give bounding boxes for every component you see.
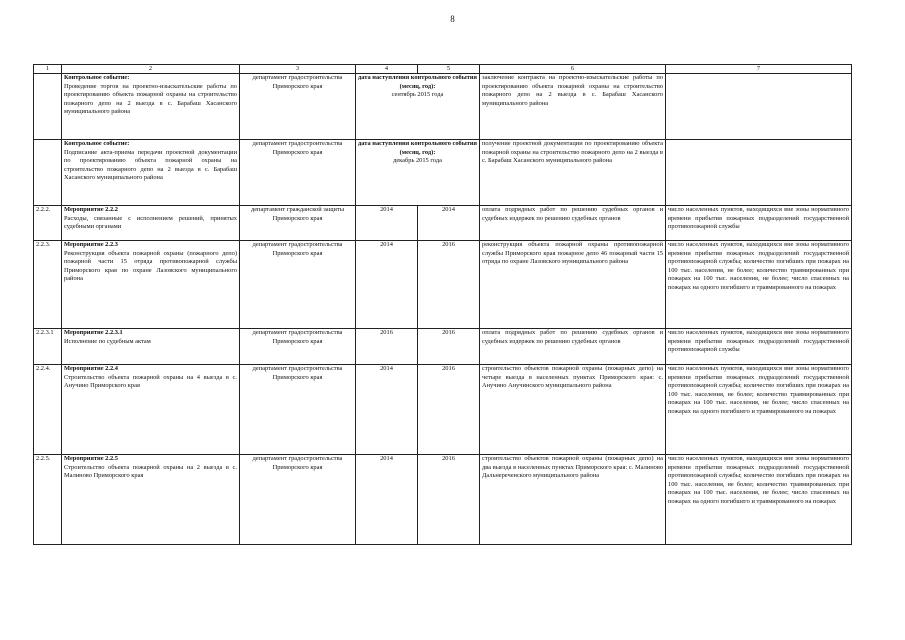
header-col-5: 5: [418, 65, 480, 74]
responsible-dept: департамент гражданской защиты Приморского края: [240, 206, 356, 241]
header-row: [34, 65, 852, 74]
expected-result: получение проектной документации по проектированию объекта пожарной охраны на строительство пожарного депо на 2 выезда в с. Барабаш Хасанского муниципального района: [480, 140, 666, 206]
activity-text: Исполнение по судебным актам: [64, 337, 151, 345]
activity-row: [34, 365, 852, 455]
event-text: Проведение торгов на проектно-изыскательские работы по проектированию объекта пожарной охраны на строительство пожарного депо на 2 выезда в с. Барабаш Хасанского муниципального района: [64, 82, 237, 116]
responsible-dept: департамент градостроительства Приморского края: [240, 140, 356, 206]
event-title: Контрольное событие:: [64, 74, 130, 81]
responsible-dept: департамент градостроительства Приморского края: [240, 241, 356, 329]
activity-description: [62, 455, 240, 545]
control-event-row: [34, 140, 852, 206]
activity-description: [62, 365, 240, 455]
expected-result: оплата подрядных работ по решению судебных органов и судебных издержек по решению судебных органов: [480, 329, 666, 365]
activity-text: Строительство объекта пожарной охраны на 2 выезда в с. Малиново Приморского края: [64, 463, 237, 480]
expected-result: строительство объектов пожарной охраны (пожарных депо) на два выезда в населенных пунктах Приморского края: с. Малиново Дальнереченского муниципального района: [480, 455, 666, 545]
page-number: 8: [450, 14, 455, 24]
header-col-1: 1: [34, 65, 62, 74]
start-year: 2014: [356, 455, 418, 545]
start-year: 2014: [356, 365, 418, 455]
responsible-dept: департамент градостроительства Приморского края: [240, 329, 356, 365]
expected-result: оплата подрядных работ по решению судебных органов и судебных издержек по решению судебных органов: [480, 206, 666, 241]
responsible-dept: департамент градостроительства Приморского края: [240, 74, 356, 140]
end-year: 2016: [418, 455, 480, 545]
expected-result: строительство объектов пожарной охраны (пожарных депо) на четыре выезда в населенных пунктах Приморского края: с. Анучино Анучинского муниципального района: [480, 365, 666, 455]
event-date: [356, 140, 480, 206]
indicator: число населенных пунктов, находящихся вне зоны нормативного времени прибытия пожарных подразделений государственной противопожарной службы; количество погибших при пожарах на 100 тыс. населения, не более; количество травмированных при пожарах на 100 тыс. населения, не более; число спасенных на пожарах на одного погибшего и травмированного на пожарах: [666, 241, 852, 329]
event-date: [356, 74, 480, 140]
row-number: [34, 74, 62, 140]
responsible-dept: департамент градостроительства Приморского края: [240, 455, 356, 545]
start-year: 2016: [356, 329, 418, 365]
activity-row: [34, 329, 852, 365]
event-description: [62, 140, 240, 206]
date-value: сентябрь 2015 года: [391, 91, 444, 99]
activity-row: [34, 206, 852, 241]
indicator: число населенных пунктов, находящихся вне зоны нормативного времени прибытия пожарных подразделений государственной противопожарной службы; количество погибших при пожарах на 100 тыс. населения, не более; количество травмированных при пожарах на 100 тыс. населения, не более; число спасенных на пожарах на одного погибшего и травмированного на пожарах: [666, 365, 852, 455]
header-col-3: 3: [240, 65, 356, 74]
end-year: 2014: [418, 206, 480, 241]
expected-result: реконструкция объекта пожарной охраны противопожарной службы Приморского края пожарное депо 46 пожарный части 15 отряда по охране Лазовского муниципального района: [480, 241, 666, 329]
event-title: Контрольное событие:: [64, 140, 130, 147]
activity-text: Строительство объекта пожарной охраны на 4 выезда в с. Анучино Приморского края: [64, 373, 237, 390]
indicator: [666, 140, 852, 206]
indicator: число населенных пунктов, находящихся вне зоны нормативного времени прибытия пожарных подразделений государственной противопожарной службы; количество погибших при пожарах на 100 тыс. населения, не более; количество травмированных при пожарах на 100 тыс. населения, не более; число спасенных на пожарах на одного погибшего и травмированного на пожарах: [666, 455, 852, 545]
end-year: 2016: [418, 365, 480, 455]
header-col-2: 2: [62, 65, 240, 74]
control-event-row: [34, 74, 852, 140]
activity-title: Мероприятие 2.2.4: [64, 365, 118, 372]
row-number: 2.2.4.: [34, 365, 62, 455]
activity-title: Мероприятие 2.2.2: [64, 206, 118, 213]
activity-title: Мероприятие 2.2.3.1: [64, 329, 123, 336]
row-number: 2.2.2.: [34, 206, 62, 241]
responsible-dept: департамент градостроительства Приморского края: [240, 365, 356, 455]
header-col-4: 4: [356, 65, 418, 74]
row-number: 2.2.3.: [34, 241, 62, 329]
activity-text: Реконструкция объекта пожарной охраны (пожарного депо) пожарной части 15 отряда противопожарной службы Приморского края по охране Лазовского муниципального района: [64, 249, 237, 283]
start-year: 2014: [356, 241, 418, 329]
activity-description: [62, 206, 240, 241]
row-number: 2.2.5.: [34, 455, 62, 545]
activity-row: [34, 241, 852, 329]
indicator: [666, 74, 852, 140]
date-label: дата наступления контрольного события (месяц, год):: [358, 140, 477, 156]
header-col-7: 7: [666, 65, 852, 74]
indicator: число населенных пунктов, находящихся вне зоны нормативного времени прибытия пожарных подразделений государственной противопожарной службы: [666, 206, 852, 241]
header-col-6: 6: [480, 65, 666, 74]
indicator: число населенных пунктов, находящихся вне зоны нормативного времени прибытия пожарных подразделений государственной противопожарной службы: [666, 329, 852, 365]
program-table: [33, 64, 852, 545]
activity-text: Расходы, связанные с исполнением решений, принятых судебными органами: [64, 214, 237, 231]
event-description: [62, 74, 240, 140]
date-value: декабрь 2015 года: [393, 157, 442, 165]
expected-result: заключение контракта на проектно-изыскательские работы по проектированию объекта пожарной охраны на строительство пожарного депо на 2 выезда в с. Барабаш Хасанского муниципального района: [480, 74, 666, 140]
date-label: дата наступления контрольного события (месяц, год):: [358, 74, 477, 90]
activity-title: Мероприятие 2.2.5: [64, 455, 118, 462]
activity-title: Мероприятие 2.2.3: [64, 241, 118, 248]
row-number: [34, 140, 62, 206]
row-number: 2.2.3.1: [34, 329, 62, 365]
activity-row: [34, 455, 852, 545]
activity-description: [62, 241, 240, 329]
end-year: 2016: [418, 329, 480, 365]
start-year: 2014: [356, 206, 418, 241]
end-year: 2016: [418, 241, 480, 329]
event-text: Подписание акта-приема передачи проектной документации по проектированию объекта пожарной охраны на строительство пожарного депо на 2 выезда в с. Барабаш Хасанского муниципального района: [64, 148, 237, 182]
activity-description: [62, 329, 240, 365]
